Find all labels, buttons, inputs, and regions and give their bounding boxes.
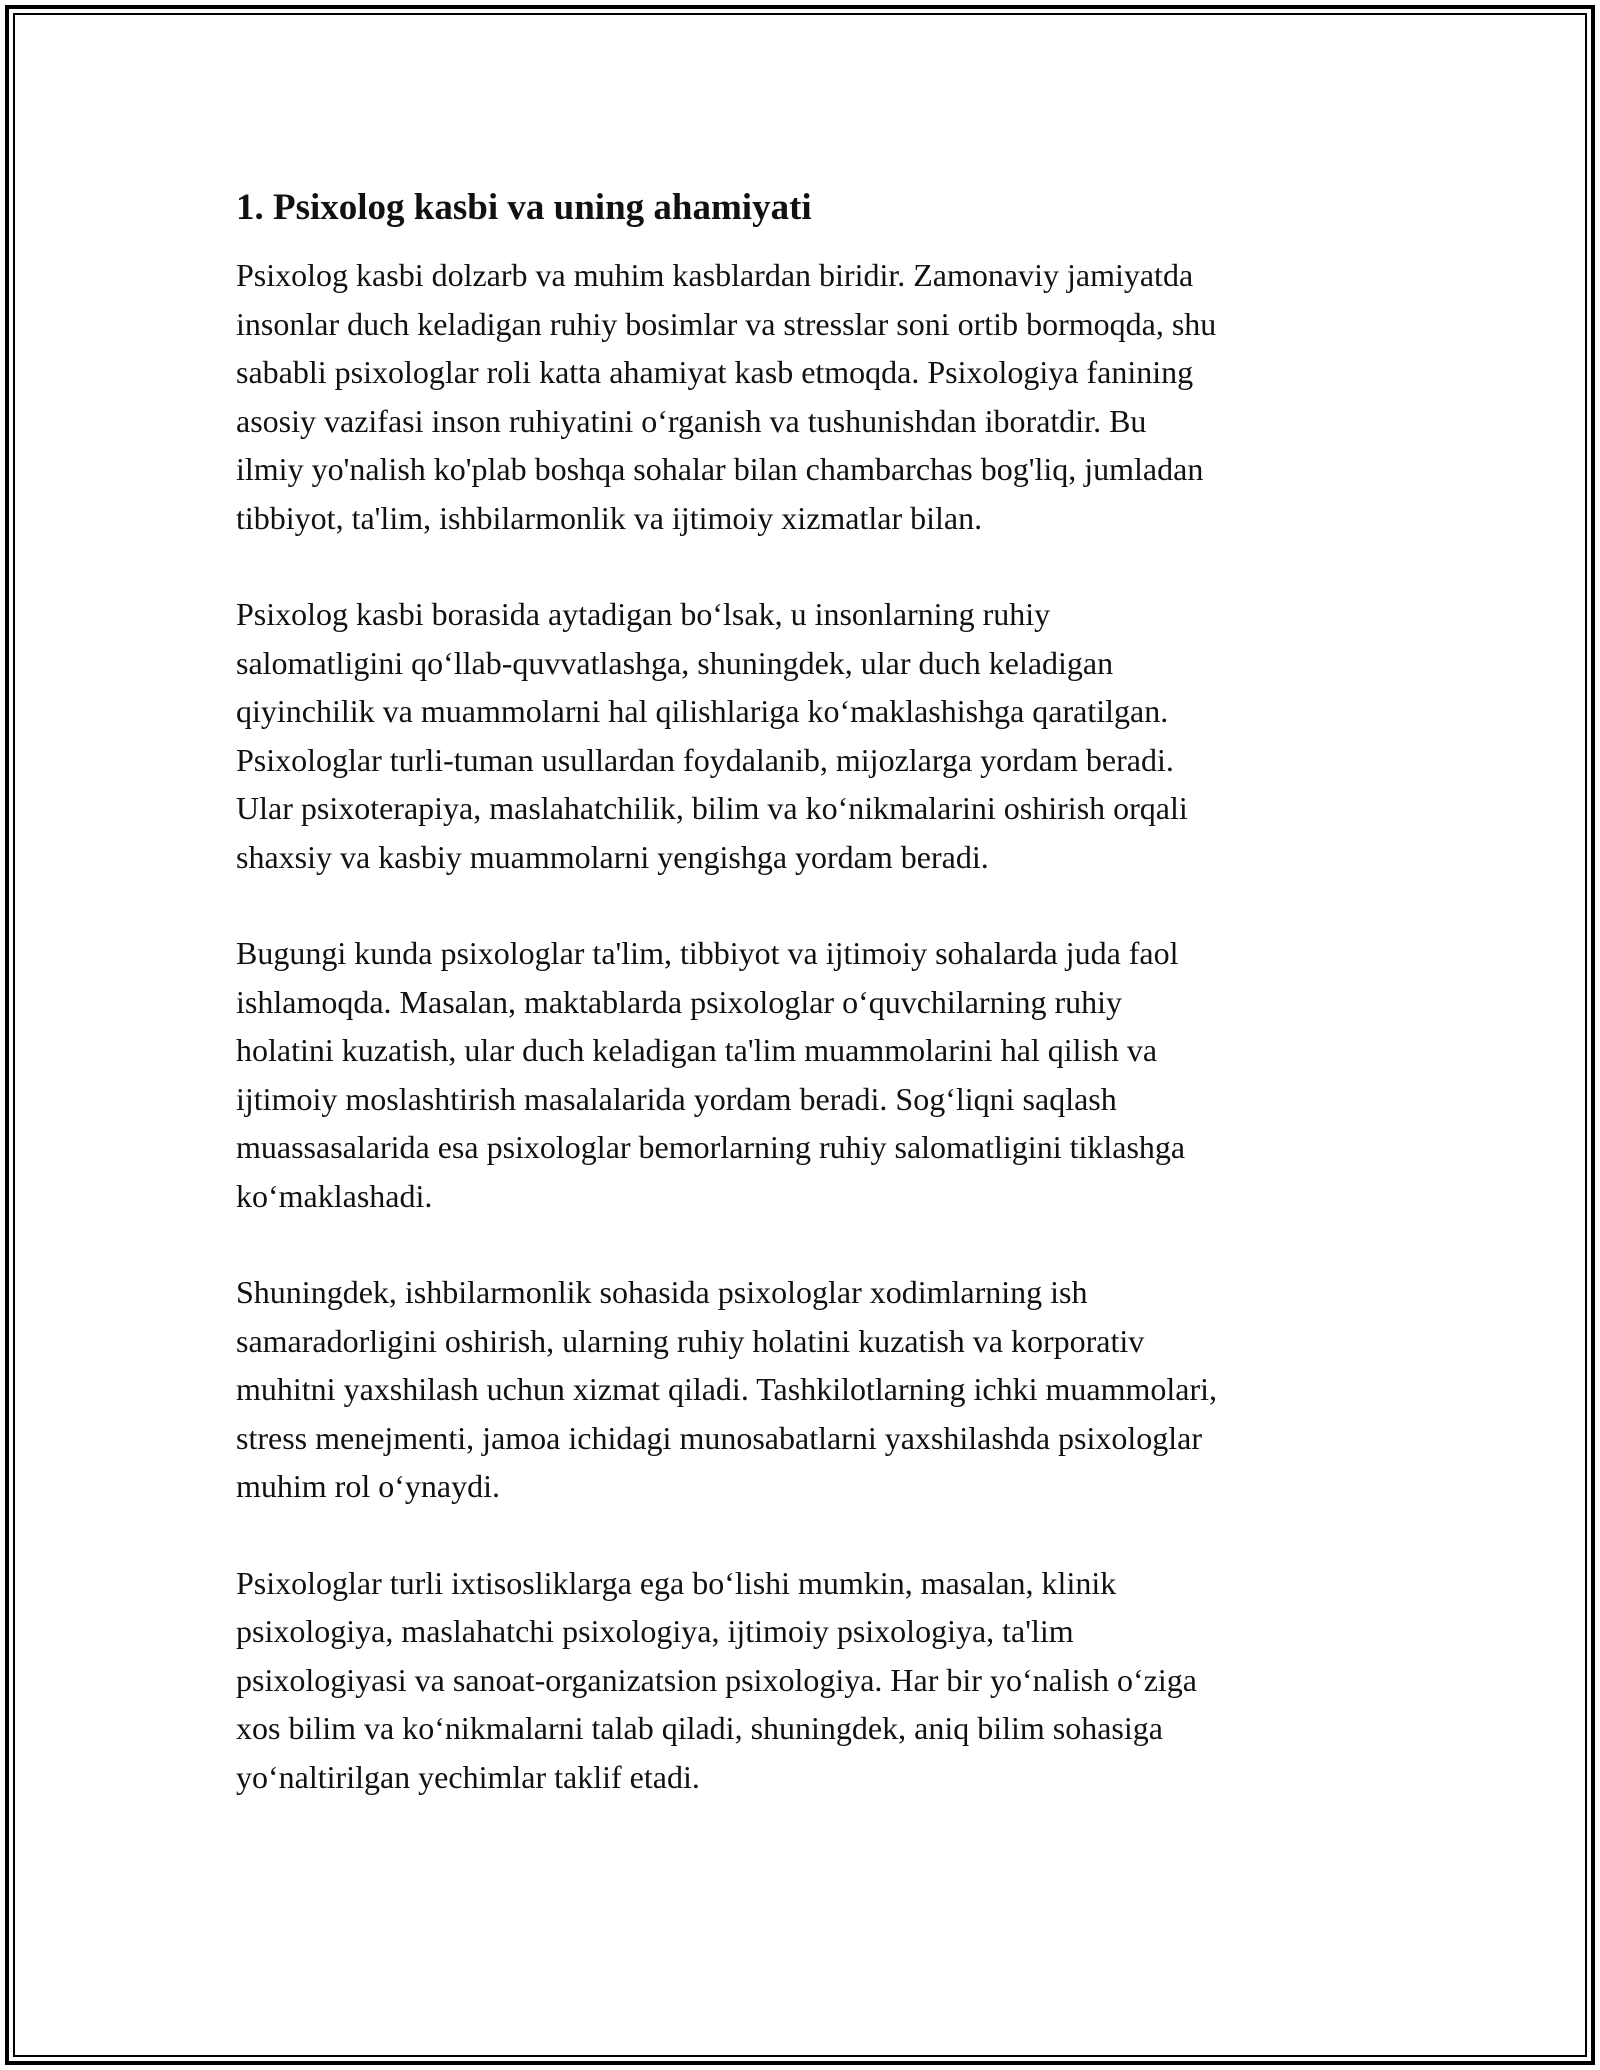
text-line: ilmiy yo'nalish ko'plab boshqa sohalar bilan chambarchas bog'liq, jumladan xyxy=(236,451,1204,487)
text-line: muhitni yaxshilash uchun xizmat qiladi. Tashkilotlarning ichki muammolari, xyxy=(236,1371,1218,1407)
text-line: xos bilim va ko‘nikmalarni talab qiladi, shuningdek, aniq bilim sohasiga xyxy=(236,1710,1163,1746)
text-line: sababli psixologlar roli katta ahamiyat kasb etmoqda. Psixologiya fanining xyxy=(236,354,1194,390)
paragraph-1 xyxy=(236,251,1376,542)
paragraph-5 xyxy=(236,1559,1376,1802)
text-line: Psixologlar turli ixtisosliklarga ega bo‘lishi mumkin, masalan, klinik xyxy=(236,1564,1117,1601)
text-line: Ular psixoterapiya, maslahatchilik, bilim va ko‘nikmalarini oshirish orqali xyxy=(236,790,1188,826)
text-line: muassasalarida esa psixologlar bemorlarning ruhiy salomatligini tiklashga xyxy=(236,1129,1186,1165)
text-line: Psixolog kasbi dolzarb va muhim kasblardan biridir. Zamonaviy jamiyatda xyxy=(236,257,1194,293)
text-line: insonlar duch keladigan ruhiy bosimlar va stresslar soni ortib bormoqda, shu xyxy=(236,305,1217,342)
paragraph-4 xyxy=(236,1268,1376,1511)
text-line: asosiy vazifasi inson ruhiyatini o‘rganish va tushunishdan iboratdir. Bu xyxy=(236,402,1147,439)
section-heading: 1. Psixolog kasbi va uning ahamiyati xyxy=(236,187,812,228)
text-line: muhim rol o‘ynaydi. xyxy=(236,1468,500,1504)
text-line: qiyinchilik va muammolarni hal qilishlariga ko‘maklashishga qaratilgan. xyxy=(236,693,1169,729)
text-line: tibbiyot, ta'lim, ishbilarmonlik va ijtimoiy xizmatlar bilan. xyxy=(236,499,983,536)
document-body xyxy=(236,185,1376,1849)
text-line: Bugungi kunda psixologlar ta'lim, tibbiyot va ijtimoiy sohalarda juda faol xyxy=(236,935,1179,971)
text-line: samaradorligini oshirish, ularning ruhiy holatini kuzatish va korporativ xyxy=(236,1322,1145,1359)
text-line: stress menejmenti, jamoa ichidagi munosabatlarni yaxshilashda psixologlar xyxy=(236,1419,1202,1456)
text-line: Psixolog kasbi borasida aytadigan bo‘lsak, u insonlarning ruhiy xyxy=(236,596,1051,632)
text-line: psixologiya, maslahatchi psixologiya, ijtimoiy psixologiya, ta'lim xyxy=(236,1613,1074,1649)
text-line: ishlamoqda. Masalan, maktablarda psixologlar o‘quvchilarning ruhiy xyxy=(236,983,1122,1020)
text-line: Psixologlar turli-tuman usullardan foydalanib, mijozlarga yordam beradi. xyxy=(236,741,1174,778)
paragraph-3 xyxy=(236,929,1376,1220)
paragraph-2 xyxy=(236,590,1376,881)
text-line: yo‘naltirilgan yechimlar taklif etadi. xyxy=(236,1758,700,1795)
text-line: salomatligini qo‘llab-quvvatlashga, shuningdek, ular duch keladigan xyxy=(236,644,1114,681)
text-line: holatini kuzatish, ular duch keladigan ta'lim muammolarini hal qilish va xyxy=(236,1032,1158,1068)
text-line: ko‘maklashadi. xyxy=(236,1177,433,1214)
text-line: ijtimoiy moslashtirish masalalarida yordam beradi. Sog‘liqni saqlash xyxy=(236,1080,1117,1117)
text-line: shaxsiy va kasbiy muammolarni yengishga yordam beradi. xyxy=(236,838,989,875)
text-line: Shuningdek, ishbilarmonlik sohasida psixologlar xodimlarning ish xyxy=(236,1274,1088,1310)
text-line: psixologiyasi va sanoat-organizatsion psixologiya. Har bir yo‘nalish o‘ziga xyxy=(236,1661,1197,1698)
